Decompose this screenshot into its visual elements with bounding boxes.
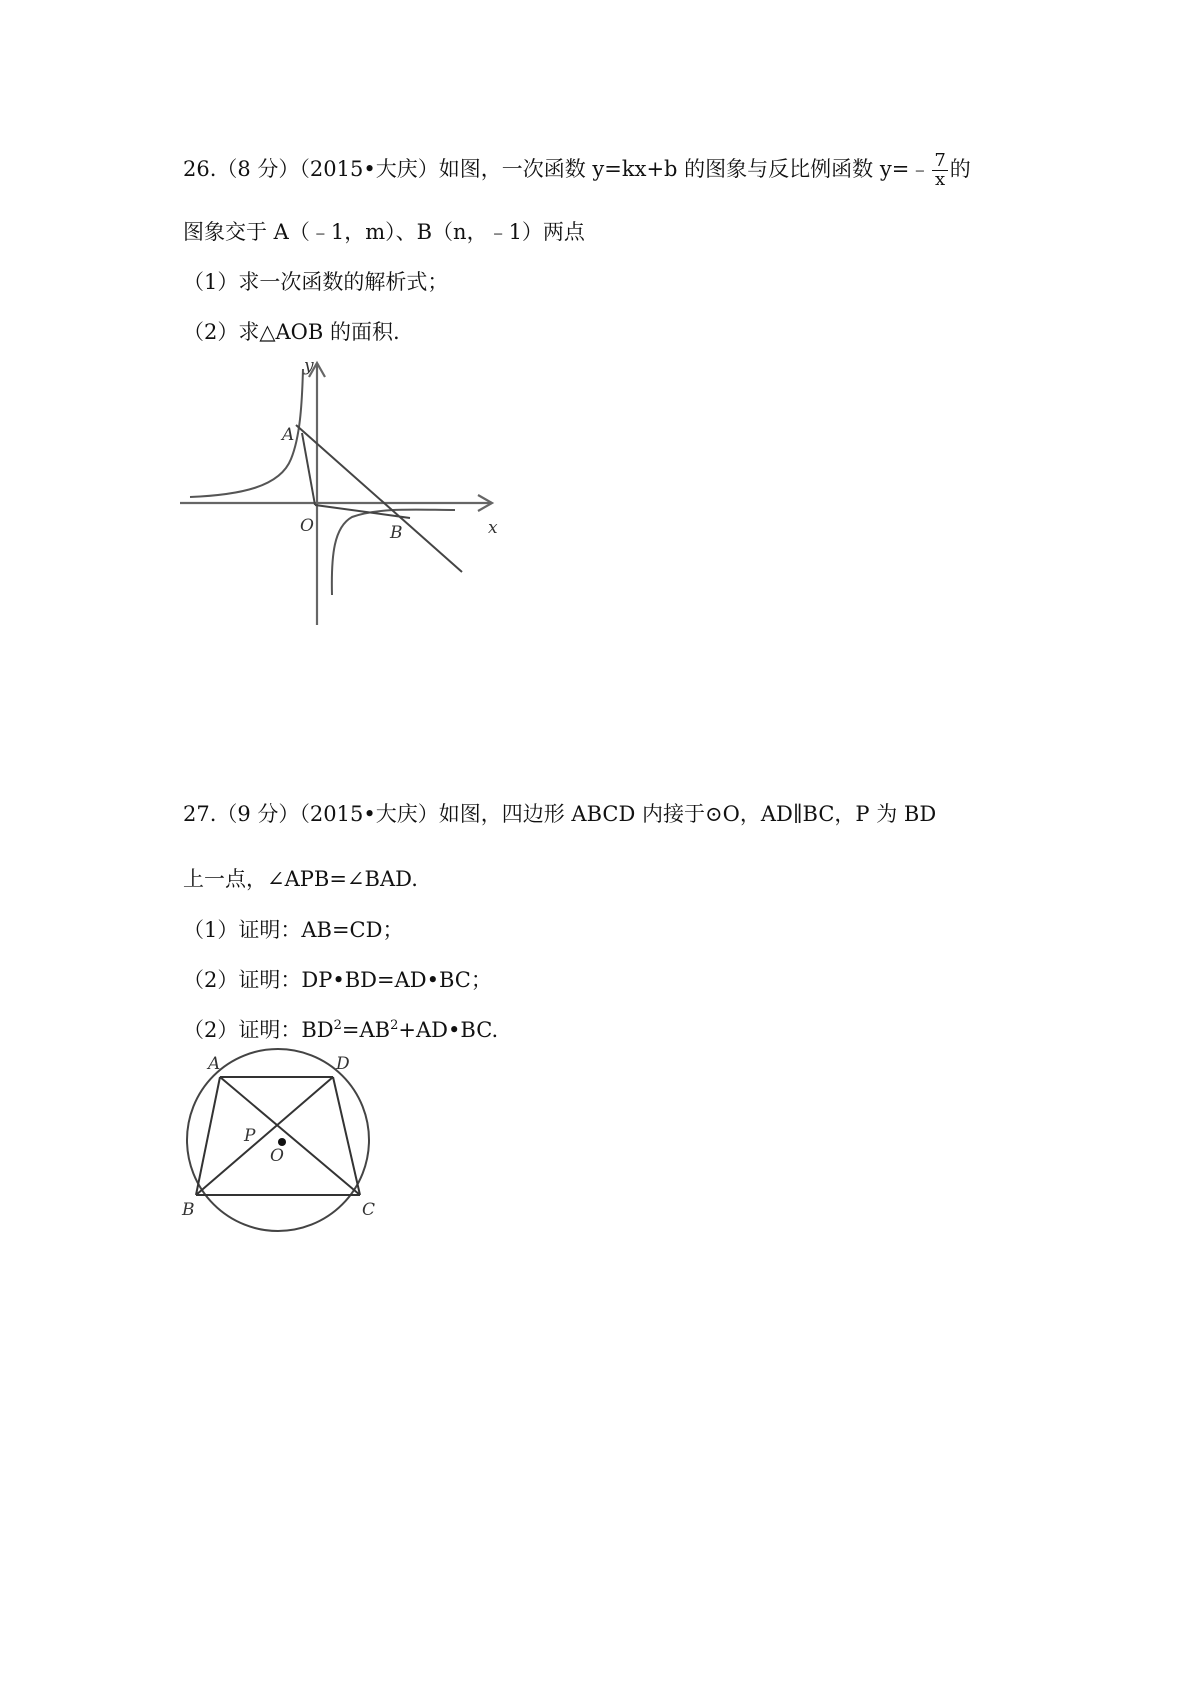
linear-function-line	[296, 425, 462, 572]
label-y: y	[304, 356, 314, 376]
q26-figure	[180, 355, 520, 635]
q27-part3-a: （2）证明：BD	[183, 1018, 334, 1042]
label-O: O	[300, 516, 314, 536]
q27-figure	[178, 1045, 378, 1245]
q27-part3-b: =AB	[341, 1018, 391, 1042]
label-B: B	[390, 523, 403, 543]
q26-line2: 图象交于 A（﹣1，m）、B（n，﹣1）两点	[183, 220, 585, 244]
q27-part2: （2）证明：DP•BD=AD•BC；	[183, 968, 492, 992]
label-C: C	[362, 1200, 376, 1220]
q26-line1-suffix: 的	[949, 157, 971, 181]
segment-AC	[220, 1077, 360, 1195]
q27-part3-sup2: 2	[390, 1018, 399, 1033]
label-D: D	[336, 1054, 350, 1074]
q27-part3-sup1: 2	[333, 1018, 342, 1033]
q26-part1: （1）求一次函数的解析式；	[183, 270, 449, 294]
q26-fraction-denominator: x	[934, 169, 946, 190]
center-point-O	[278, 1138, 286, 1146]
label-A: A	[208, 1054, 221, 1074]
segment-OA	[302, 433, 315, 505]
q27-line1: 27.（9 分）（2015•大庆）如图，四边形 ABCD 内接于⊙O，AD∥BC，P 为 BD	[183, 802, 937, 826]
q26-line1-text: 26.（8 分）（2015•大庆）如图，一次函数 y=kx+b 的图象与反比例函数 y=﹣	[183, 157, 931, 181]
q26-fraction	[932, 152, 947, 189]
q26-fraction-numerator: 7	[934, 150, 946, 171]
q27-line2: 上一点，∠APB=∠BAD.	[183, 867, 418, 891]
q26-line1	[183, 152, 971, 189]
q27-part1: （1）证明：AB=CD；	[183, 918, 404, 942]
q27-part3	[183, 1016, 498, 1044]
q27-part3-c: +AD•BC.	[398, 1018, 499, 1042]
label-B: B	[182, 1200, 195, 1220]
q26-part2: （2）求△AOB 的面积.	[183, 320, 400, 344]
label-P: P	[244, 1126, 256, 1146]
label-x: x	[488, 518, 498, 538]
segment-OB	[315, 505, 410, 518]
label-A: A	[282, 425, 295, 445]
label-O: O	[270, 1146, 284, 1166]
